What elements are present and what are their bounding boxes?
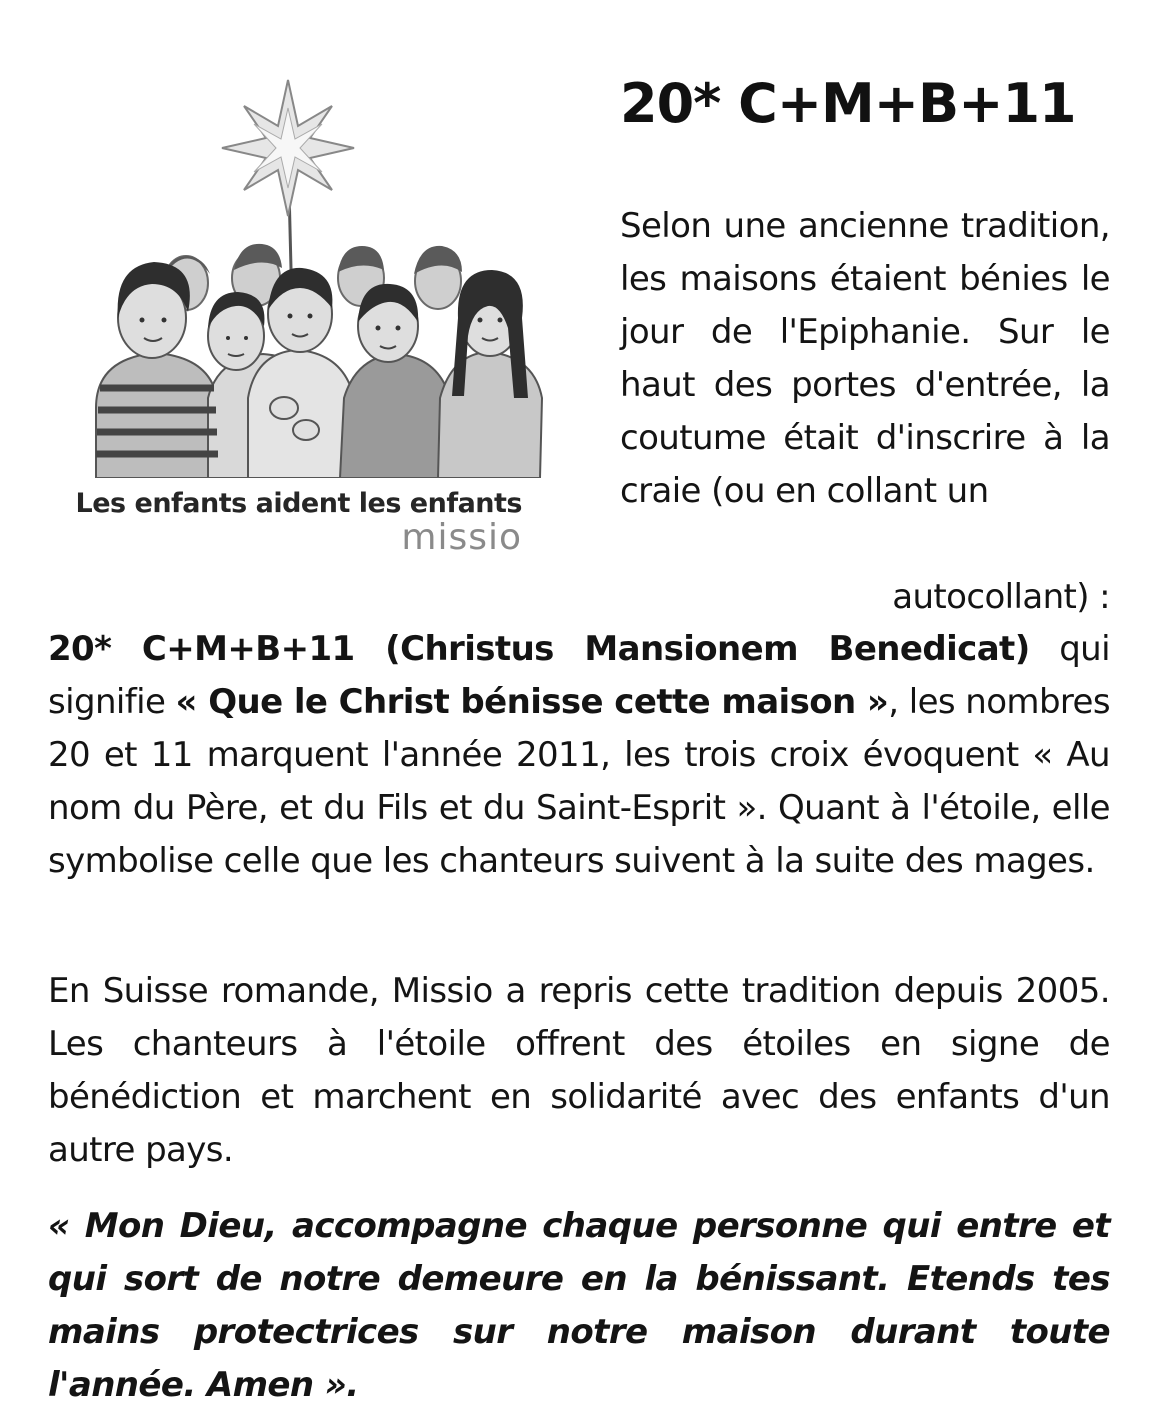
page-title: 20* C+M+B+11 bbox=[620, 72, 1076, 135]
image-caption: Les enfants aident les enfants bbox=[75, 488, 522, 519]
intro-paragraph: Selon une ancienne tradition, les maisons étaient bénies le jour de l'Epiphanie. Sur le haut des portes d'entrée, la coutume était d'inscrire à la craie (ou en collant un bbox=[620, 206, 1110, 511]
explanation-paragraph bbox=[48, 623, 1110, 888]
blessing-quote: « Que le Christ bénisse cette maison » bbox=[175, 682, 889, 722]
prayer-paragraph: « Mon Dieu, accompagne chaque personne qui entre et qui sort de notre demeure en la bénissant. Etends tes mains protectrices sur notre maison durant toute l'année. Amen ». bbox=[48, 1206, 1110, 1405]
paragraph-text: , les nombres 20 et 11 marquent l'année 2011, les trois croix évoquent « Au nom du Père, et du Fils et du Saint-Esprit ». Quant à l'étoile, elle symbolise celle que les chanteurs suivent à la suite des mages. bbox=[48, 682, 1110, 881]
missio-logo: missio bbox=[401, 517, 522, 558]
formula-text: 20* C+M+B+11 (Christus Mansionem Benedicat) bbox=[48, 629, 1030, 669]
missio-paragraph: En Suisse romande, Missio a repris cette tradition depuis 2005. Les chanteurs à l'étoile offrent des étoiles en signe de bénédiction et marchent en solidarité avec des enfants d'un autre pays. bbox=[48, 971, 1110, 1170]
children-star-illustration bbox=[78, 78, 548, 478]
star-icon bbox=[222, 80, 354, 216]
intro-paragraph-end: autocollant) : bbox=[892, 577, 1110, 617]
paragraph-text: qui signifie bbox=[48, 629, 1110, 722]
